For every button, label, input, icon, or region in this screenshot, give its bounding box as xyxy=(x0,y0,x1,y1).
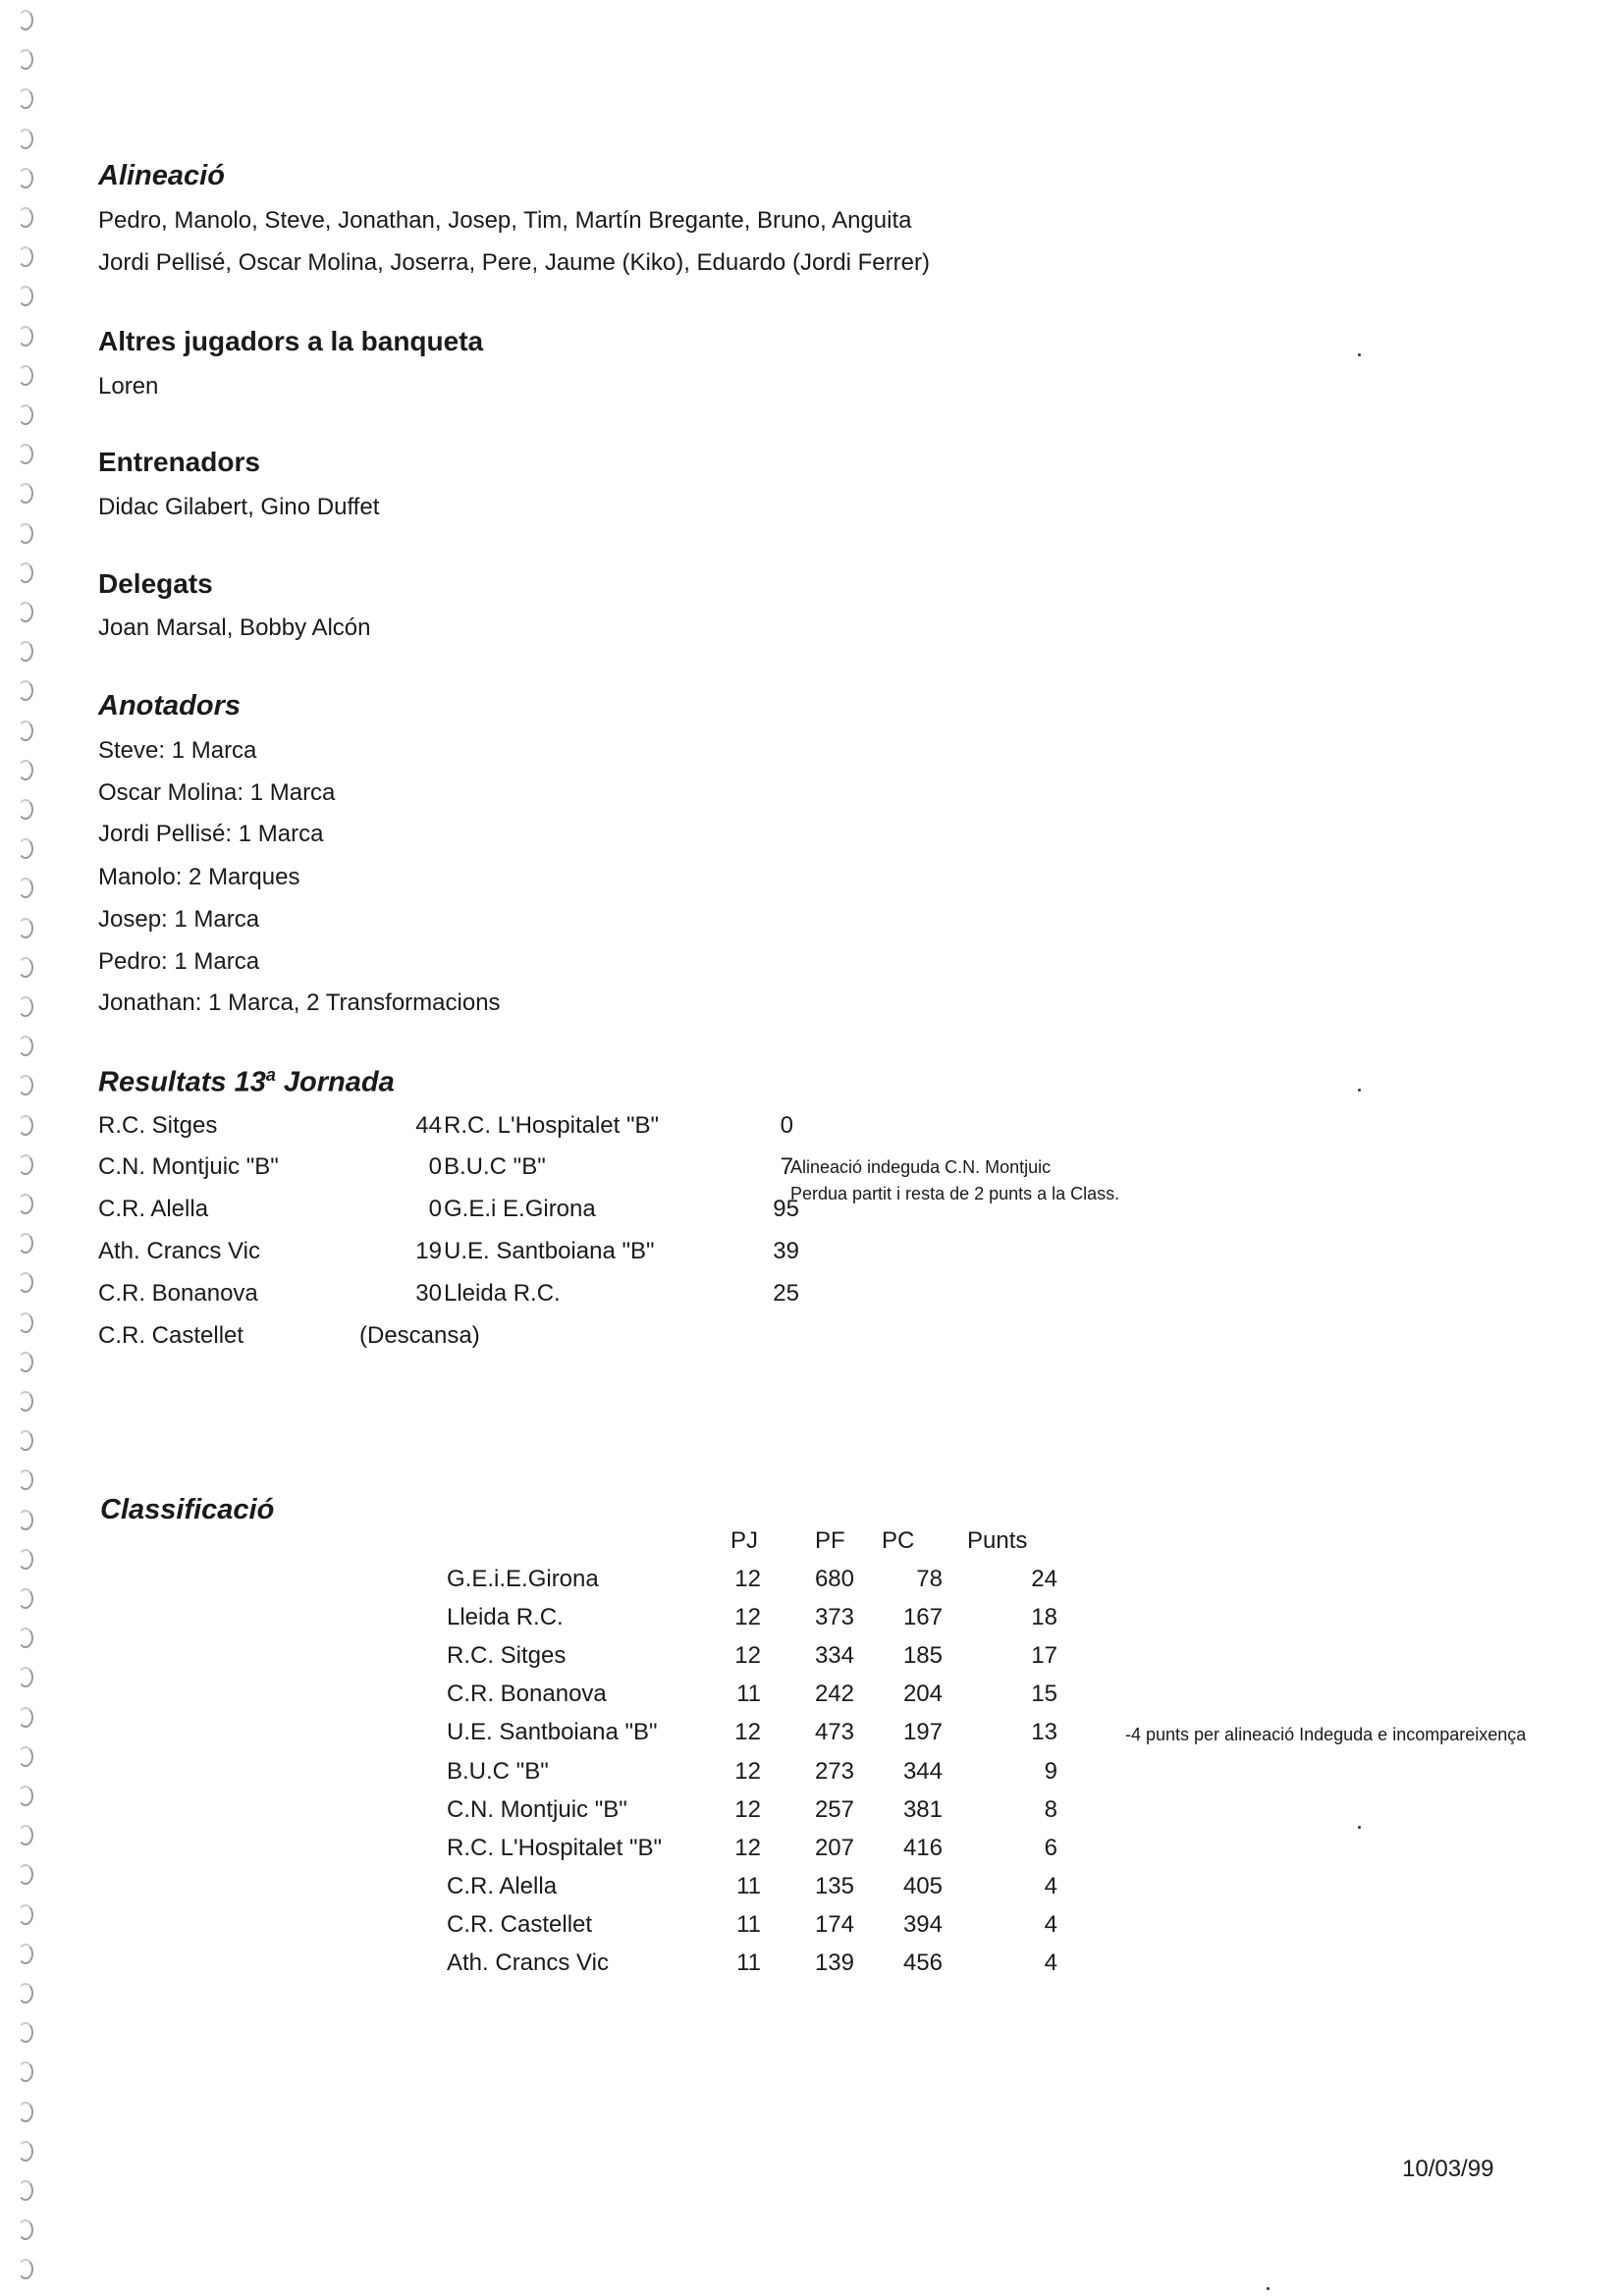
classificacio-note: -4 punts per alineació Indeguda e incompareixença xyxy=(1125,1725,1527,1744)
binder-hole-icon xyxy=(18,1036,33,1056)
team-name: B.U.C "B" xyxy=(447,1758,549,1785)
alineacio-heading: Alineació xyxy=(98,160,225,191)
classificacio-row xyxy=(0,1681,1623,1718)
binder-hole-icon xyxy=(18,721,33,741)
result-note-line-2: Perdua partit i resta de 2 punts a la Class. xyxy=(790,1184,1120,1203)
cell-pf: 373 xyxy=(814,1604,854,1630)
header-pj: PJ xyxy=(730,1527,759,1554)
cell-pf: 174 xyxy=(814,1911,854,1938)
scan-speck xyxy=(1358,353,1361,356)
binder-hole-icon xyxy=(18,1469,33,1490)
result-away-team: U.E. Santboiana "B" xyxy=(444,1238,655,1264)
cell-pf: 257 xyxy=(814,1796,854,1823)
anotador-item: Jonathan: 1 Marca, 2 Transformacions xyxy=(98,989,501,1016)
team-name: G.E.i.E.Girona xyxy=(447,1566,599,1592)
cell-punts: 4 xyxy=(1044,1949,1057,1976)
cell-pj: 11 xyxy=(736,1681,761,1707)
cell-pj: 12 xyxy=(734,1796,761,1823)
result-home-team: C.N. Montjuic "B" xyxy=(98,1153,279,1180)
delegats-text: Joan Marsal, Bobby Alcón xyxy=(98,614,371,641)
cell-punts: 17 xyxy=(1031,1642,1057,1669)
binder-hole-icon xyxy=(18,1233,33,1254)
cell-pc: 416 xyxy=(902,1835,943,1861)
cell-punts: 15 xyxy=(1031,1681,1057,1707)
team-name: U.E. Santboiana "B" xyxy=(447,1719,658,1745)
binder-hole-icon xyxy=(18,1272,33,1293)
rest-team: C.R. Castellet xyxy=(98,1322,244,1349)
binder-hole-icon xyxy=(18,129,33,149)
team-name: C.R. Castellet xyxy=(447,1911,593,1938)
rest-label: (Descansa) xyxy=(359,1322,480,1349)
anotador-item: Josep: 1 Marca xyxy=(98,906,260,933)
scan-speck xyxy=(1358,1089,1361,1092)
binder-hole-icon xyxy=(18,2219,33,2240)
binder-hole-icon xyxy=(18,444,33,464)
binder-hole-icon xyxy=(18,286,33,306)
scan-speck xyxy=(1358,1826,1361,1829)
classificacio-row xyxy=(0,1642,1623,1680)
banqueta-heading: Altres jugadors a la banqueta xyxy=(98,326,484,356)
binder-hole-icon xyxy=(18,1430,33,1451)
classificacio-row xyxy=(0,1566,1623,1603)
binder-hole-icon xyxy=(18,1312,33,1333)
entrenadors-text: Didac Gilabert, Gino Duffet xyxy=(98,494,380,520)
binder-hole-icon xyxy=(18,957,33,978)
binder-hole-icon xyxy=(18,246,33,267)
classificacio-row xyxy=(0,1949,1623,1987)
cell-pc: 405 xyxy=(902,1873,943,1899)
binder-hole-icon xyxy=(18,602,33,622)
cell-pj: 11 xyxy=(736,1949,761,1976)
cell-pf: 135 xyxy=(814,1873,854,1899)
alineacio-line-2: Jordi Pellisé, Oscar Molina, Joserra, Pere, Jaume (Kiko), Eduardo (Jordi Ferrer) xyxy=(98,249,930,276)
binder-hole-icon xyxy=(18,1352,33,1372)
result-home-team: Ath. Crancs Vic xyxy=(98,1238,260,1264)
cell-pc: 456 xyxy=(902,1949,943,1976)
anotador-item: Oscar Molina: 1 Marca xyxy=(98,779,336,806)
result-home-team: C.R. Alella xyxy=(98,1196,209,1222)
cell-pj: 11 xyxy=(736,1911,761,1938)
binder-hole-icon xyxy=(18,365,33,386)
cell-pj: 12 xyxy=(734,1566,761,1592)
binder-hole-icon xyxy=(18,2259,33,2279)
binder-hole-icon xyxy=(18,10,33,30)
anotador-item: Steve: 1 Marca xyxy=(98,737,257,764)
cell-pj: 12 xyxy=(734,1758,761,1785)
classificacio-row xyxy=(0,1604,1623,1641)
cell-pf: 207 xyxy=(814,1835,854,1861)
anotador-item: Jordi Pellisé: 1 Marca xyxy=(98,821,324,847)
header-pf: PF xyxy=(815,1527,845,1554)
classificacio-row xyxy=(0,1873,1623,1910)
banqueta-text: Loren xyxy=(98,373,159,400)
cell-punts: 6 xyxy=(1044,1835,1057,1861)
result-away-score: 0 xyxy=(780,1112,793,1139)
cell-pj: 12 xyxy=(734,1835,761,1861)
team-name: C.R. Bonanova xyxy=(447,1681,607,1707)
cell-pj: 11 xyxy=(736,1873,761,1899)
result-away-team: Lleida R.C. xyxy=(444,1280,561,1307)
result-away-score: 95 xyxy=(773,1196,799,1222)
binder-hole-icon xyxy=(18,838,33,859)
cell-pc: 394 xyxy=(902,1911,943,1938)
cell-pc: 78 xyxy=(916,1566,943,1592)
binder-hole-icon xyxy=(18,1154,33,1175)
result-away-score: 7 xyxy=(780,1153,793,1180)
binder-hole-icon xyxy=(18,760,33,780)
cell-pc: 185 xyxy=(902,1642,943,1669)
cell-pc: 344 xyxy=(902,1758,943,1785)
binder-hole-icon xyxy=(18,483,33,504)
binder-hole-icon xyxy=(18,1075,33,1095)
cell-pf: 242 xyxy=(814,1681,854,1707)
cell-pc: 197 xyxy=(902,1719,943,1745)
anotadors-heading: Anotadors xyxy=(98,690,241,721)
cell-punts: 13 xyxy=(1031,1719,1057,1745)
cell-punts: 9 xyxy=(1044,1758,1057,1785)
alineacio-line-1: Pedro, Manolo, Steve, Jonathan, Josep, Tim, Martín Bregante, Bruno, Anguita xyxy=(98,207,912,234)
cell-pf: 473 xyxy=(814,1719,854,1745)
cell-pf: 334 xyxy=(814,1642,854,1669)
entrenadors-heading: Entrenadors xyxy=(98,447,260,477)
cell-pj: 12 xyxy=(734,1642,761,1669)
classificacio-row xyxy=(0,1911,1623,1949)
header-punts: Punts xyxy=(967,1527,1028,1554)
binder-hole-icon xyxy=(18,404,33,425)
cell-punts: 24 xyxy=(1031,1566,1057,1592)
binder-hole-icon xyxy=(18,523,33,544)
anotador-item: Manolo: 2 Marques xyxy=(98,864,300,890)
binder-hole-icon xyxy=(18,1194,33,1214)
cell-punts: 18 xyxy=(1031,1604,1057,1630)
team-name: R.C. Sitges xyxy=(447,1642,567,1669)
binder-hole-icon xyxy=(18,799,33,820)
team-name: Lleida R.C. xyxy=(447,1604,564,1630)
document-date: 10/03/99 xyxy=(1402,2156,1494,2182)
cell-punts: 4 xyxy=(1044,1911,1057,1938)
classificacio-header-row xyxy=(0,1527,1623,1565)
binder-hole-icon xyxy=(18,2180,33,2201)
result-home-team: C.R. Bonanova xyxy=(98,1280,258,1307)
cell-pc: 204 xyxy=(902,1681,943,1707)
cell-pj: 12 xyxy=(734,1719,761,1745)
resultats-heading: Resultats 13$^a$ Jornada xyxy=(98,1065,395,1098)
binder-hole-icon xyxy=(18,2061,33,2082)
scan-speck xyxy=(1267,2287,1270,2290)
team-name: Ath. Crancs Vic xyxy=(447,1949,609,1976)
cell-punts: 4 xyxy=(1044,1873,1057,1899)
cell-pc: 167 xyxy=(902,1604,943,1630)
classificacio-row xyxy=(0,1835,1623,1872)
delegats-heading: Delegats xyxy=(98,568,213,599)
binder-hole-icon xyxy=(18,88,33,109)
classificacio-row xyxy=(0,1758,1623,1795)
anotador-item: Pedro: 1 Marca xyxy=(98,948,260,975)
binder-hole-icon xyxy=(18,2102,33,2122)
binder-hole-icon xyxy=(18,918,33,938)
team-name: C.R. Alella xyxy=(447,1873,558,1899)
result-home-score: 0 xyxy=(428,1196,442,1222)
result-home-team: R.C. Sitges xyxy=(98,1112,218,1139)
result-home-score: 44 xyxy=(415,1112,442,1139)
cell-pf: 139 xyxy=(814,1949,854,1976)
classificacio-heading: Classificació xyxy=(100,1494,275,1525)
binder-hole-icon xyxy=(18,168,33,188)
binder-hole-icon xyxy=(18,641,33,662)
result-away-team: G.E.i E.Girona xyxy=(444,1196,596,1222)
binder-hole-icon xyxy=(18,680,33,701)
binder-hole-icon xyxy=(18,878,33,898)
binder-hole-icon xyxy=(18,2141,33,2162)
result-away-score: 25 xyxy=(773,1280,799,1307)
cell-pj: 12 xyxy=(734,1604,761,1630)
team-name: C.N. Montjuic "B" xyxy=(447,1796,627,1823)
binder-hole-icon xyxy=(18,562,33,583)
result-away-team: R.C. L'Hospitalet "B" xyxy=(444,1112,660,1139)
binder-hole-icon xyxy=(18,207,33,228)
team-name: R.C. L'Hospitalet "B" xyxy=(447,1835,663,1861)
binder-hole-icon xyxy=(18,49,33,70)
binder-hole-icon xyxy=(18,326,33,347)
result-away-team: B.U.C "B" xyxy=(444,1153,546,1180)
cell-pf: 680 xyxy=(814,1566,854,1592)
cell-pf: 273 xyxy=(814,1758,854,1785)
cell-pc: 381 xyxy=(902,1796,943,1823)
result-home-score: 0 xyxy=(428,1153,442,1180)
result-note-line-1: Alineació indeguda C.N. Montjuic xyxy=(790,1157,1052,1177)
result-away-score: 39 xyxy=(773,1238,799,1264)
cell-punts: 8 xyxy=(1044,1796,1057,1823)
result-home-score: 19 xyxy=(415,1238,442,1264)
binder-hole-icon xyxy=(18,2022,33,2043)
binder-hole-icon xyxy=(18,1115,33,1136)
classificacio-row xyxy=(0,1796,1623,1834)
header-pc: PC xyxy=(882,1527,915,1554)
result-home-score: 30 xyxy=(415,1280,442,1307)
binder-hole-icon xyxy=(18,996,33,1017)
binder-hole-icon xyxy=(18,1391,33,1412)
